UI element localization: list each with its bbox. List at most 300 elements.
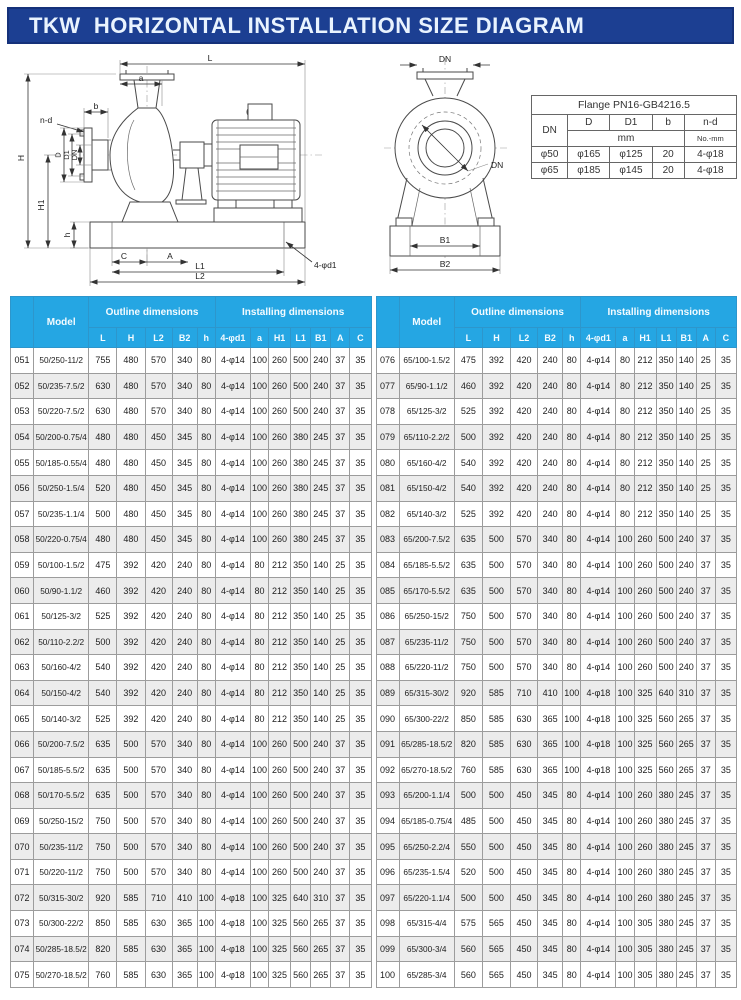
dim-B2: 340: [538, 629, 563, 655]
dim-L1: 560: [291, 962, 311, 988]
dim-H1: 212: [269, 603, 291, 629]
dim-a: 100: [616, 808, 634, 834]
dim-B2: 340: [172, 834, 197, 860]
dim-L: 760: [454, 757, 482, 783]
dim-B2: 340: [172, 731, 197, 757]
row-number: 079: [376, 424, 399, 450]
dim-h: 80: [563, 603, 581, 629]
dim-H1: 260: [269, 475, 291, 501]
row-number: 063: [11, 655, 34, 681]
dim-H: 392: [482, 424, 510, 450]
dim-label-DN: DN: [70, 149, 79, 161]
dim-H: 500: [117, 834, 145, 860]
dim-B2: 365: [172, 911, 197, 937]
dim-H1: 260: [269, 783, 291, 809]
dim-B1: 245: [676, 936, 696, 962]
dim-B1: 140: [676, 399, 696, 425]
dim-C: 35: [350, 348, 371, 374]
dim-L2: 420: [511, 373, 538, 399]
dim-B1: 310: [676, 680, 696, 706]
model-cell: 65/315-4/4: [399, 911, 454, 937]
flange-col-nd: n-d: [684, 115, 736, 131]
dim-H: 392: [117, 655, 145, 681]
dim-L: 520: [89, 475, 117, 501]
table-row: [11, 655, 372, 681]
dim-L1: 350: [656, 424, 676, 450]
dim-B2: 410: [538, 680, 563, 706]
dim-B2: 345: [172, 424, 197, 450]
model-cell: 50/270-18.5/2: [34, 962, 89, 988]
dim-B2: 345: [538, 885, 563, 911]
dim-4d1: 4-φ14: [215, 373, 250, 399]
dim-L: 750: [454, 629, 482, 655]
dim-H: 480: [117, 424, 145, 450]
table-row: [11, 424, 372, 450]
model-cell: 50/185-5.5/2: [34, 757, 89, 783]
dim-H: 392: [117, 680, 145, 706]
dim-L: 635: [89, 757, 117, 783]
row-number: 080: [376, 450, 399, 476]
dim-A: 37: [331, 936, 350, 962]
dim-B2: 340: [172, 348, 197, 374]
dim-H: 500: [482, 552, 510, 578]
dim-A: 37: [696, 578, 715, 604]
dim-L: 560: [454, 962, 482, 988]
dim-H1: 260: [634, 834, 656, 860]
dim-L1: 380: [656, 859, 676, 885]
dim-L1: 380: [656, 885, 676, 911]
dim-H: 500: [482, 603, 510, 629]
dim-L1: 350: [656, 348, 676, 374]
header-H: H: [482, 328, 510, 348]
dim-A: 37: [696, 680, 715, 706]
dim-C: 35: [350, 731, 371, 757]
model-cell: 50/250-1.5/4: [34, 475, 89, 501]
row-number: 096: [376, 859, 399, 885]
dim-L: 500: [454, 885, 482, 911]
dim-4d1: 4-φ14: [215, 783, 250, 809]
dim-B2: 240: [172, 706, 197, 732]
dim-B2: 240: [538, 373, 563, 399]
dim-4d1: 4-φ18: [581, 731, 616, 757]
dim-A: 37: [331, 962, 350, 988]
dim-L1: 350: [291, 706, 311, 732]
dim-h: 80: [563, 962, 581, 988]
row-number: 084: [376, 552, 399, 578]
dim-H: 392: [482, 348, 510, 374]
dim-L: 475: [89, 552, 117, 578]
dim-B1: 240: [676, 552, 696, 578]
dim-a: 100: [616, 655, 634, 681]
dim-label-anchor-holes: 4-φd1: [314, 260, 337, 270]
dim-label-C: C: [120, 251, 128, 261]
dim-h: 100: [563, 731, 581, 757]
flange-dn: φ65: [532, 163, 568, 179]
dim-L: 750: [454, 655, 482, 681]
row-number: 086: [376, 603, 399, 629]
dim-B1: 245: [311, 450, 331, 476]
dim-4d1: 4-φ14: [581, 552, 616, 578]
dim-H: 585: [117, 911, 145, 937]
dim-B1: 265: [676, 731, 696, 757]
dim-L1: 350: [656, 373, 676, 399]
dim-B1: 240: [311, 834, 331, 860]
dim-B1: 310: [311, 885, 331, 911]
model-cell: 65/200-7.5/2: [399, 527, 454, 553]
dim-a: 80: [616, 399, 634, 425]
dim-C: 35: [715, 501, 736, 527]
dim-C: 35: [350, 399, 371, 425]
dim-H1: 260: [634, 629, 656, 655]
dim-B1: 245: [311, 424, 331, 450]
model-cell: 65/315-30/2: [399, 680, 454, 706]
dim-A: 37: [696, 808, 715, 834]
table-row: [11, 501, 372, 527]
dim-C: 35: [715, 603, 736, 629]
dim-C: 35: [715, 936, 736, 962]
dim-a: 100: [616, 783, 634, 809]
dim-L2: 420: [511, 399, 538, 425]
flange-b: 20: [652, 163, 684, 179]
dim-L2: 420: [145, 680, 172, 706]
model-cell: 50/90-1.1/2: [34, 578, 89, 604]
dim-L: 750: [89, 834, 117, 860]
dim-L1: 500: [656, 655, 676, 681]
dim-label-L: L: [207, 53, 213, 63]
dim-a: 100: [250, 757, 268, 783]
table-row: [11, 603, 372, 629]
dim-H: 392: [482, 399, 510, 425]
dim-H: 565: [482, 911, 510, 937]
page-title: TKW HORIZONTAL INSTALLATION SIZE DIAGRAM: [7, 7, 734, 44]
dim-A: 37: [331, 783, 350, 809]
dim-a: 100: [616, 859, 634, 885]
dim-label-b: b: [93, 101, 99, 111]
table-row: [376, 629, 737, 655]
dim-B2: 345: [538, 859, 563, 885]
dim-h: 80: [197, 808, 215, 834]
dim-B1: 265: [311, 936, 331, 962]
dim-4d1: 4-φ14: [215, 348, 250, 374]
dim-A: 25: [696, 501, 715, 527]
dim-4d1: 4-φ14: [581, 655, 616, 681]
dim-h: 80: [563, 655, 581, 681]
dim-h: 80: [563, 475, 581, 501]
dim-L: 540: [89, 655, 117, 681]
dim-label-a: a: [138, 73, 144, 83]
dim-C: 35: [350, 527, 371, 553]
flange-col-b: b: [652, 115, 684, 131]
dim-H: 500: [482, 578, 510, 604]
dim-label-H: H: [16, 154, 26, 162]
header-A: A: [696, 328, 715, 348]
dim-L2: 570: [511, 629, 538, 655]
dim-L2: 570: [511, 578, 538, 604]
dim-A: 37: [696, 911, 715, 937]
model-cell: 50/220-7.5/2: [34, 399, 89, 425]
dim-L: 480: [89, 450, 117, 476]
header-4-d1: 4-φd1: [215, 328, 250, 348]
dim-h: 80: [197, 450, 215, 476]
dim-H1: 325: [634, 706, 656, 732]
dim-L1: 350: [291, 578, 311, 604]
dim-C: 35: [715, 552, 736, 578]
model-cell: 50/220-11/2: [34, 859, 89, 885]
dim-a: 80: [250, 655, 268, 681]
dim-H1: 212: [634, 399, 656, 425]
dim-4d1: 4-φ14: [581, 578, 616, 604]
dim-L1: 500: [656, 527, 676, 553]
model-cell: 50/100-1.5/2: [34, 552, 89, 578]
dim-L1: 380: [291, 450, 311, 476]
model-cell: 50/125-3/2: [34, 603, 89, 629]
dim-B1: 140: [676, 424, 696, 450]
table-row: [11, 450, 372, 476]
dim-4d1: 4-φ14: [581, 399, 616, 425]
dim-H: 392: [117, 629, 145, 655]
row-number: 069: [11, 808, 34, 834]
dim-B2: 240: [538, 501, 563, 527]
row-number: 078: [376, 399, 399, 425]
dim-H: 500: [482, 629, 510, 655]
dim-4d1: 4-φ14: [581, 629, 616, 655]
dim-B2: 345: [538, 911, 563, 937]
dim-A: 37: [696, 731, 715, 757]
model-cell: 65/235-11/2: [399, 629, 454, 655]
dim-a: 100: [616, 680, 634, 706]
dim-B2: 340: [172, 808, 197, 834]
flange-dn: φ50: [532, 147, 568, 163]
dim-C: 35: [715, 348, 736, 374]
table-row: [376, 399, 737, 425]
dim-H1: 260: [269, 348, 291, 374]
dim-H1: 212: [634, 348, 656, 374]
dim-B2: 345: [172, 450, 197, 476]
dim-L1: 350: [656, 501, 676, 527]
header-L2: L2: [511, 328, 538, 348]
row-number: 058: [11, 527, 34, 553]
dim-B2: 365: [538, 706, 563, 732]
dim-L2: 450: [511, 834, 538, 860]
model-cell: 65/300-3/4: [399, 936, 454, 962]
dim-H: 500: [482, 834, 510, 860]
dim-H1: 260: [634, 885, 656, 911]
dim-H: 480: [117, 475, 145, 501]
header-L: L: [89, 328, 117, 348]
dim-4d1: 4-φ14: [581, 885, 616, 911]
dim-L: 760: [89, 962, 117, 988]
row-number: 097: [376, 885, 399, 911]
dim-h: 80: [197, 731, 215, 757]
model-cell: 65/170-5.5/2: [399, 578, 454, 604]
dim-H1: 260: [269, 527, 291, 553]
dim-4d1: 4-φ14: [581, 936, 616, 962]
dim-C: 35: [350, 424, 371, 450]
dim-4d1: 4-φ14: [581, 808, 616, 834]
table-row: [376, 936, 737, 962]
dim-4d1: 4-φ14: [215, 808, 250, 834]
dim-C: 35: [715, 757, 736, 783]
table-row: [11, 475, 372, 501]
dim-a: 100: [616, 629, 634, 655]
dim-H: 500: [482, 783, 510, 809]
pump-front-body: [390, 68, 500, 256]
dim-label-B2: B2: [439, 259, 451, 269]
dim-B1: 265: [676, 706, 696, 732]
dim-A: 37: [331, 348, 350, 374]
dim-H1: 260: [269, 450, 291, 476]
dim-h: 80: [563, 424, 581, 450]
dim-A: 25: [331, 578, 350, 604]
dim-H1: 260: [269, 424, 291, 450]
dim-H: 480: [117, 501, 145, 527]
dim-L1: 500: [656, 578, 676, 604]
dim-B1: 245: [676, 885, 696, 911]
header-a: a: [250, 328, 268, 348]
dim-A: 37: [331, 373, 350, 399]
dim-L1: 380: [291, 424, 311, 450]
table-row: [532, 147, 737, 163]
dim-A: 37: [696, 552, 715, 578]
dim-h: 80: [563, 501, 581, 527]
dim-B2: 345: [172, 501, 197, 527]
flange-col-d: D: [568, 115, 610, 131]
dim-L1: 350: [656, 399, 676, 425]
dim-C: 35: [715, 859, 736, 885]
header-L1: L1: [656, 328, 676, 348]
dim-L: 480: [89, 424, 117, 450]
dim-a: 100: [250, 475, 268, 501]
dim-L: 525: [89, 603, 117, 629]
dim-H1: 260: [269, 501, 291, 527]
dim-C: 35: [350, 706, 371, 732]
dim-L2: 450: [145, 450, 172, 476]
model-cell: 65/100-1.5/2: [399, 348, 454, 374]
dim-H1: 325: [269, 962, 291, 988]
dim-H1: 260: [634, 808, 656, 834]
dim-L1: 380: [291, 501, 311, 527]
dim-h: 80: [563, 629, 581, 655]
dim-H1: 305: [634, 962, 656, 988]
row-number: 087: [376, 629, 399, 655]
row-number: 061: [11, 603, 34, 629]
dim-B1: 140: [311, 706, 331, 732]
dim-A: 37: [696, 655, 715, 681]
dim-L1: 560: [291, 911, 311, 937]
dim-B2: 240: [538, 450, 563, 476]
model-cell: 65/285-18.5/2: [399, 731, 454, 757]
dim-h: 80: [197, 399, 215, 425]
table-row: [376, 373, 737, 399]
dim-B2: 340: [172, 757, 197, 783]
dim-C: 35: [715, 527, 736, 553]
dim-label-DN-top: DN: [438, 54, 452, 64]
flange-table-title: Flange PN16-GB4216.5: [532, 96, 737, 115]
dim-B1: 140: [311, 578, 331, 604]
dim-a: 80: [616, 424, 634, 450]
model-cell: 50/315-30/2: [34, 885, 89, 911]
table-row: [532, 163, 737, 179]
dim-H: 585: [482, 757, 510, 783]
dim-L2: 420: [511, 348, 538, 374]
header-C: C: [350, 328, 371, 348]
dim-H1: 260: [634, 552, 656, 578]
dim-B1: 140: [311, 680, 331, 706]
dim-L2: 420: [511, 501, 538, 527]
dim-L2: 630: [145, 936, 172, 962]
row-number: 055: [11, 450, 34, 476]
dim-h: 80: [563, 348, 581, 374]
dim-4d1: 4-φ14: [215, 757, 250, 783]
dim-B2: 365: [538, 731, 563, 757]
dim-A: 25: [696, 450, 715, 476]
dim-a: 100: [250, 885, 268, 911]
dim-L2: 630: [511, 757, 538, 783]
dim-a: 100: [616, 911, 634, 937]
dim-C: 35: [715, 783, 736, 809]
model-cell: 65/185-5.5/2: [399, 552, 454, 578]
dim-h: 80: [197, 501, 215, 527]
dim-H1: 260: [269, 731, 291, 757]
dim-H: 585: [117, 962, 145, 988]
dim-L: 820: [454, 731, 482, 757]
dim-A: 25: [696, 348, 715, 374]
model-cell: 50/140-3/2: [34, 706, 89, 732]
model-cell: 50/250-11/2: [34, 348, 89, 374]
row-number: 059: [11, 552, 34, 578]
dim-h: 80: [563, 936, 581, 962]
dim-H1: 325: [269, 911, 291, 937]
dim-label-D: D: [53, 152, 63, 158]
dim-4d1: 4-φ18: [215, 936, 250, 962]
dim-L1: 500: [291, 834, 311, 860]
dim-A: 37: [696, 885, 715, 911]
dim-H1: 325: [634, 757, 656, 783]
dim-A: 37: [696, 962, 715, 988]
table-row: [11, 783, 372, 809]
model-cell: 65/125-3/2: [399, 399, 454, 425]
dim-a: 100: [616, 936, 634, 962]
dim-B1: 140: [676, 450, 696, 476]
dim-h: 80: [197, 552, 215, 578]
dim-A: 25: [331, 552, 350, 578]
dim-A: 25: [331, 680, 350, 706]
dim-L2: 450: [511, 859, 538, 885]
dim-B2: 365: [172, 962, 197, 988]
dim-L2: 450: [145, 527, 172, 553]
dim-B2: 240: [538, 424, 563, 450]
model-cell: 65/220-1.1/4: [399, 885, 454, 911]
model-cell: 65/185-0.75/4: [399, 808, 454, 834]
dim-A: 37: [696, 603, 715, 629]
table-row: [376, 885, 737, 911]
table-row: [11, 808, 372, 834]
dim-C: 35: [350, 834, 371, 860]
row-number: 056: [11, 475, 34, 501]
row-number: 082: [376, 501, 399, 527]
dim-h: 80: [563, 527, 581, 553]
dim-C: 35: [350, 962, 371, 988]
table-row: [11, 680, 372, 706]
dim-H1: 260: [634, 783, 656, 809]
row-number: 072: [11, 885, 34, 911]
dim-L2: 450: [145, 501, 172, 527]
dim-L1: 500: [291, 859, 311, 885]
dim-B1: 240: [311, 731, 331, 757]
dim-H: 500: [117, 808, 145, 834]
dim-B1: 140: [311, 629, 331, 655]
dim-label-D1: D1: [62, 150, 71, 160]
